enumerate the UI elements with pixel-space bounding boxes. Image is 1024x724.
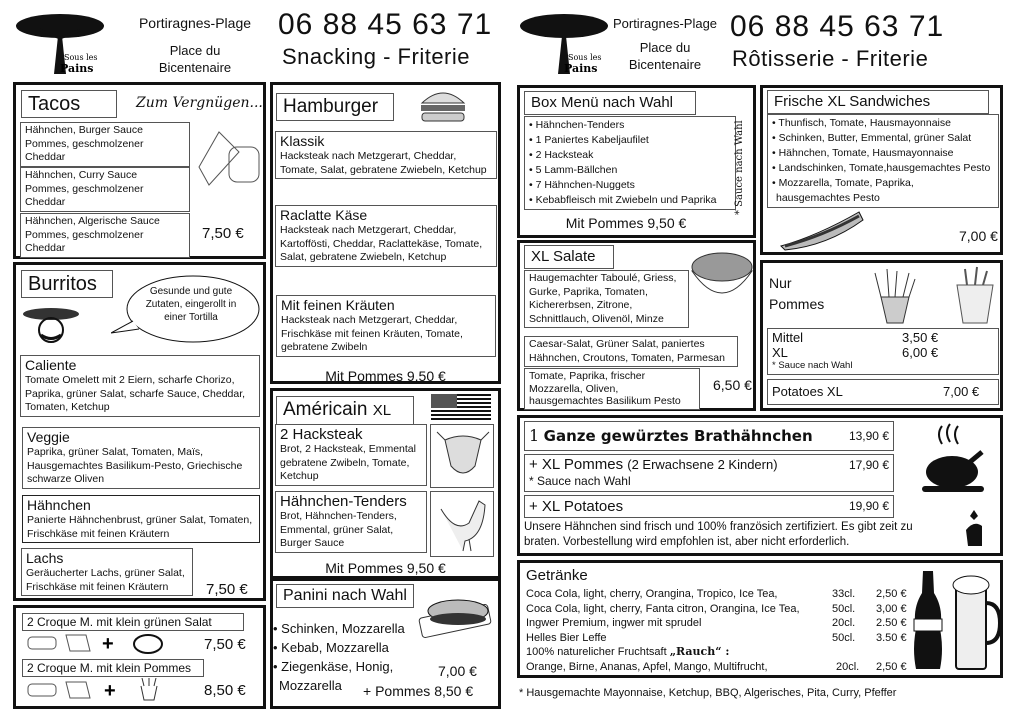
svg-text:+: + xyxy=(104,680,116,702)
section-title: Hamburger xyxy=(276,93,394,121)
salate-section xyxy=(517,240,756,411)
fries-cup-icon xyxy=(869,267,919,325)
list-item: • Ziegenkäse, Honig, xyxy=(273,659,394,674)
phone-number[interactable]: 06 88 45 63 71 xyxy=(278,8,493,41)
roast-chicken-section xyxy=(517,415,1003,556)
panini-section xyxy=(270,578,501,709)
footer-price: Mit Pommes 9,50 € xyxy=(325,368,446,384)
section-title: Getränke xyxy=(526,567,588,584)
fries-price: + Pommes 8,50 € xyxy=(363,683,474,699)
price: 7,00 € xyxy=(959,228,998,244)
juice-label: 100% naturelicher Fruchtsaft „Rauch“ : xyxy=(526,645,730,658)
menu-item: Caliente Tomate Omelett mit 2 Eiern, scharfe Chorizo, Paprika, grüner Salat, scharfe Sauce, Cheddar, Tomaten, Ketchup xyxy=(20,355,260,417)
svg-text:+: + xyxy=(102,633,114,655)
price: 7,00 € xyxy=(438,663,477,679)
price: 7,50 € xyxy=(204,636,246,653)
drinks-table xyxy=(526,587,911,674)
drinks-section xyxy=(517,560,1003,678)
bubble-text: Gesunde und gute Zutaten, eingerollt in einer Tortilla xyxy=(145,286,237,323)
chicken-potatoes-row: + XL Potatoes 19,90 € xyxy=(524,495,894,518)
svg-text:Sous les: Sous les xyxy=(568,53,602,62)
section-title: XL Salate xyxy=(524,245,614,269)
whole-chicken-row: 1 Ganze gewürztes Brathähnchen 13,90 € xyxy=(524,421,894,451)
tagline: Zum Vergnügen... xyxy=(136,95,263,111)
drink-row: Ingwer Premium, ingwer mit sprudel 20cl. 2.50 € xyxy=(526,617,907,629)
chicken-image xyxy=(430,491,494,557)
title-suffix: XL xyxy=(372,402,392,419)
sauce-note: * Sauce nach Wahl xyxy=(734,120,745,216)
place-line-1: Place du xyxy=(169,43,221,58)
cow-image xyxy=(430,424,494,488)
footer-price: Mit Pommes 9,50 € xyxy=(565,215,687,231)
svg-text:Sous les: Sous les xyxy=(64,53,98,62)
croque-item-label: 2 Croque M. mit klein grünen Salat xyxy=(22,613,244,631)
svg-text:Pains: Pains xyxy=(60,62,94,75)
price: 8,50 € xyxy=(204,682,246,699)
salad-item: Tomate, Paprika, frischer Mozzarella, Oliven, hausgemachtes Basilikum Pesto xyxy=(524,368,700,410)
box-list: • Hähnchen-Tenders • 1 Paniertes Kabeljaufilet • 2 Hacksteak • 5 Lamm-Bällchen • 7 Hähnchen-Nuggets • Kebabfleisch mit Zwiebeln und Paprika xyxy=(524,116,736,210)
menu-item: Hähnchen, Burger Sauce Pommes, geschmolzener Cheddar xyxy=(20,122,190,167)
croque-fries-icon xyxy=(26,678,176,702)
section-title: Panini nach Wahl xyxy=(276,584,414,608)
place-line-1: Place du xyxy=(639,40,691,55)
beer-mug-icon xyxy=(950,573,1002,673)
drink-row: Orange, Birne, Ananas, Apfel, Mango, Multifrucht, 20cl. 2,50 € xyxy=(526,660,907,673)
croque-salad-icon xyxy=(26,631,176,655)
mexican-man-icon xyxy=(21,300,81,355)
cow-icon xyxy=(435,426,491,484)
americain-section xyxy=(270,388,501,579)
baguette-icon xyxy=(777,206,867,251)
chicken-fries-row: + XL Pommes (2 Erwachsene 2 Kindern) 17,90 € * Sauce nach Wahl xyxy=(524,454,894,492)
salad-item: Caesar-Salat, Grüner Salat, paniertes Hähnchen, Croutons, Tomaten, Parmesan xyxy=(524,336,738,367)
menu-item: Hähnchen Panierte Hähnchenbrust, grüner Salat, Tomaten, Frischkäse mit feinen Kräutern xyxy=(22,495,260,543)
menu-item: Klassik Hacksteak nach Metzgerart, Cheddar, Tomate, Salat, gebratene Zwiebeln, Ketchup xyxy=(275,131,497,179)
finger-heart-icon xyxy=(960,506,990,548)
section-title: Burritos xyxy=(21,270,113,298)
price: 6,50 € xyxy=(713,377,752,393)
burger-icon xyxy=(418,87,468,127)
list-item: • Kebab, Mozzarella xyxy=(273,640,389,655)
chicken-icon xyxy=(435,493,491,553)
subtitle: Rôtisserie - Friterie xyxy=(732,46,929,71)
tacos-icon xyxy=(194,127,264,192)
section-title: Frische XL Sandwiches xyxy=(767,90,989,114)
pommes-sizes: Mittel 3,50 € XL 6,00 € * Sauce nach Wahl xyxy=(767,328,999,375)
place-line-2: Bicentenaire xyxy=(158,60,232,75)
sandwiches-section xyxy=(760,85,1003,255)
sauce-footnote: * Hausgemachte Mayonnaise, Ketchup, BBQ, Algerisches, Pita, Curry, Pfeffer xyxy=(519,687,897,699)
menu-item: Lachs Geräucherter Lachs, grüner Salat, Frischkäse mit feinen Kräutern xyxy=(21,548,193,596)
hamburger-section xyxy=(270,82,501,384)
logo xyxy=(518,8,610,78)
section-title: Tacos xyxy=(21,90,117,118)
menu-item: Hähnchen-Tenders Brot, Hähnchen-Tenders, Emmental, grüner Salat, Burger Sauce xyxy=(275,491,427,553)
us-flag-icon xyxy=(431,394,491,420)
tacos-section xyxy=(13,82,266,259)
drink-row: Helles Bier Leffe 50cl. 3.50 € xyxy=(526,631,907,644)
price: 7,50 € xyxy=(206,581,248,598)
fries-bag-icon xyxy=(951,265,996,325)
list-item: • Schinken, Mozzarella xyxy=(273,621,405,636)
roast-chicken-icon xyxy=(920,422,990,502)
box-menu-section xyxy=(517,85,756,238)
tree-logo-icon xyxy=(518,8,610,78)
town: Portiragnes-Plage xyxy=(138,15,252,31)
list-item-cont: Mozzarella xyxy=(279,678,342,693)
place-line-2: Bicentenaire xyxy=(628,57,702,72)
pommes-section xyxy=(760,260,1003,411)
section-title: Box Menü nach Wahl xyxy=(524,91,696,115)
section-title: Américain xyxy=(283,399,368,420)
salad-bowl-icon xyxy=(688,245,756,305)
croque-section xyxy=(13,605,266,709)
sandwich-list: • Thunfisch, Tomate, Hausmayonnaise • Schinken, Butter, Emmental, grüner Salat • Hähnchen, Tomate, Hausmayonnaise • Landschinken, Tomate,hausgemachtes Pesto • Mozzarella, Tomate, Paprika, hausgemachtes Pesto xyxy=(767,114,999,208)
menu-item: Raclatte Käse Hacksteak nach Metzgerart, Cheddar, Kartoffösti, Cheddar, Raclattekäse, Tomate, Salat, gebratene Zwiebeln, Ketchup xyxy=(275,205,497,267)
burritos-section xyxy=(13,262,266,601)
drink-row: Coca Cola, light, cherry, Fanta citron, Orangina, Ice Tea, 50cl. 3,00 € xyxy=(526,602,907,615)
logo xyxy=(14,8,106,78)
section-title: Nur Pommes xyxy=(769,275,825,312)
panini-icon xyxy=(418,591,498,641)
price: 7,50 € xyxy=(202,225,244,242)
menu-item: Mit feinen Kräuten Hacksteak nach Metzgerart, Cheddar, Frischkäse mit feinen Kräuten, Tomate, gebratene Zwibeln xyxy=(276,295,496,357)
svg-text:Pains: Pains xyxy=(564,62,598,75)
menu-item: Veggie Paprika, grüner Salat, Tomaten, Maïs, Hausgemachtes Basilikum-Pesto, Griechische schwarze Oliven xyxy=(22,427,260,489)
menu-item: 2 Hacksteak Brot, 2 Hacksteak, Emmental gebratene Zwibeln, Tomate, Ketchup xyxy=(275,424,427,486)
chicken-info: Unsere Hähnchen sind frisch und 100% französich zertifiziert. Es gibt zeit zu braten. Vorbestellung wird empfohlen ist, aber nicht erforderlich. xyxy=(524,521,913,548)
phone-number[interactable]: 06 88 45 63 71 xyxy=(730,10,945,43)
footer-price: Mit Pommes 9,50 € xyxy=(325,560,446,576)
town: Portiragnes-Plage xyxy=(612,16,718,31)
menu-item: Hähnchen, Algerische Sauce Pommes, geschmolzener Cheddar xyxy=(20,213,190,258)
drink-row: Coca Cola, light, cherry, Orangina, Tropico, Ice Tea, 33cl. 2,50 € xyxy=(526,588,907,600)
salad-item: Haugemachter Taboulé, Griess, Gurke, Paprika, Tomaten, Kichererbsen, Zitrone, Schnittlauch, Olivenöl, Minze xyxy=(524,270,689,328)
potatoes-row: Potatoes XL 7,00 € xyxy=(767,379,999,405)
menu-item: Hähnchen, Curry Sauce Pommes, geschmolzener Cheddar xyxy=(20,167,190,212)
tree-logo-icon xyxy=(14,8,106,78)
croque-item-label: 2 Croque M. mit klein Pommes xyxy=(22,659,204,677)
subtitle: Snacking - Friterie xyxy=(282,44,471,69)
cola-bottle-icon xyxy=(910,569,946,673)
